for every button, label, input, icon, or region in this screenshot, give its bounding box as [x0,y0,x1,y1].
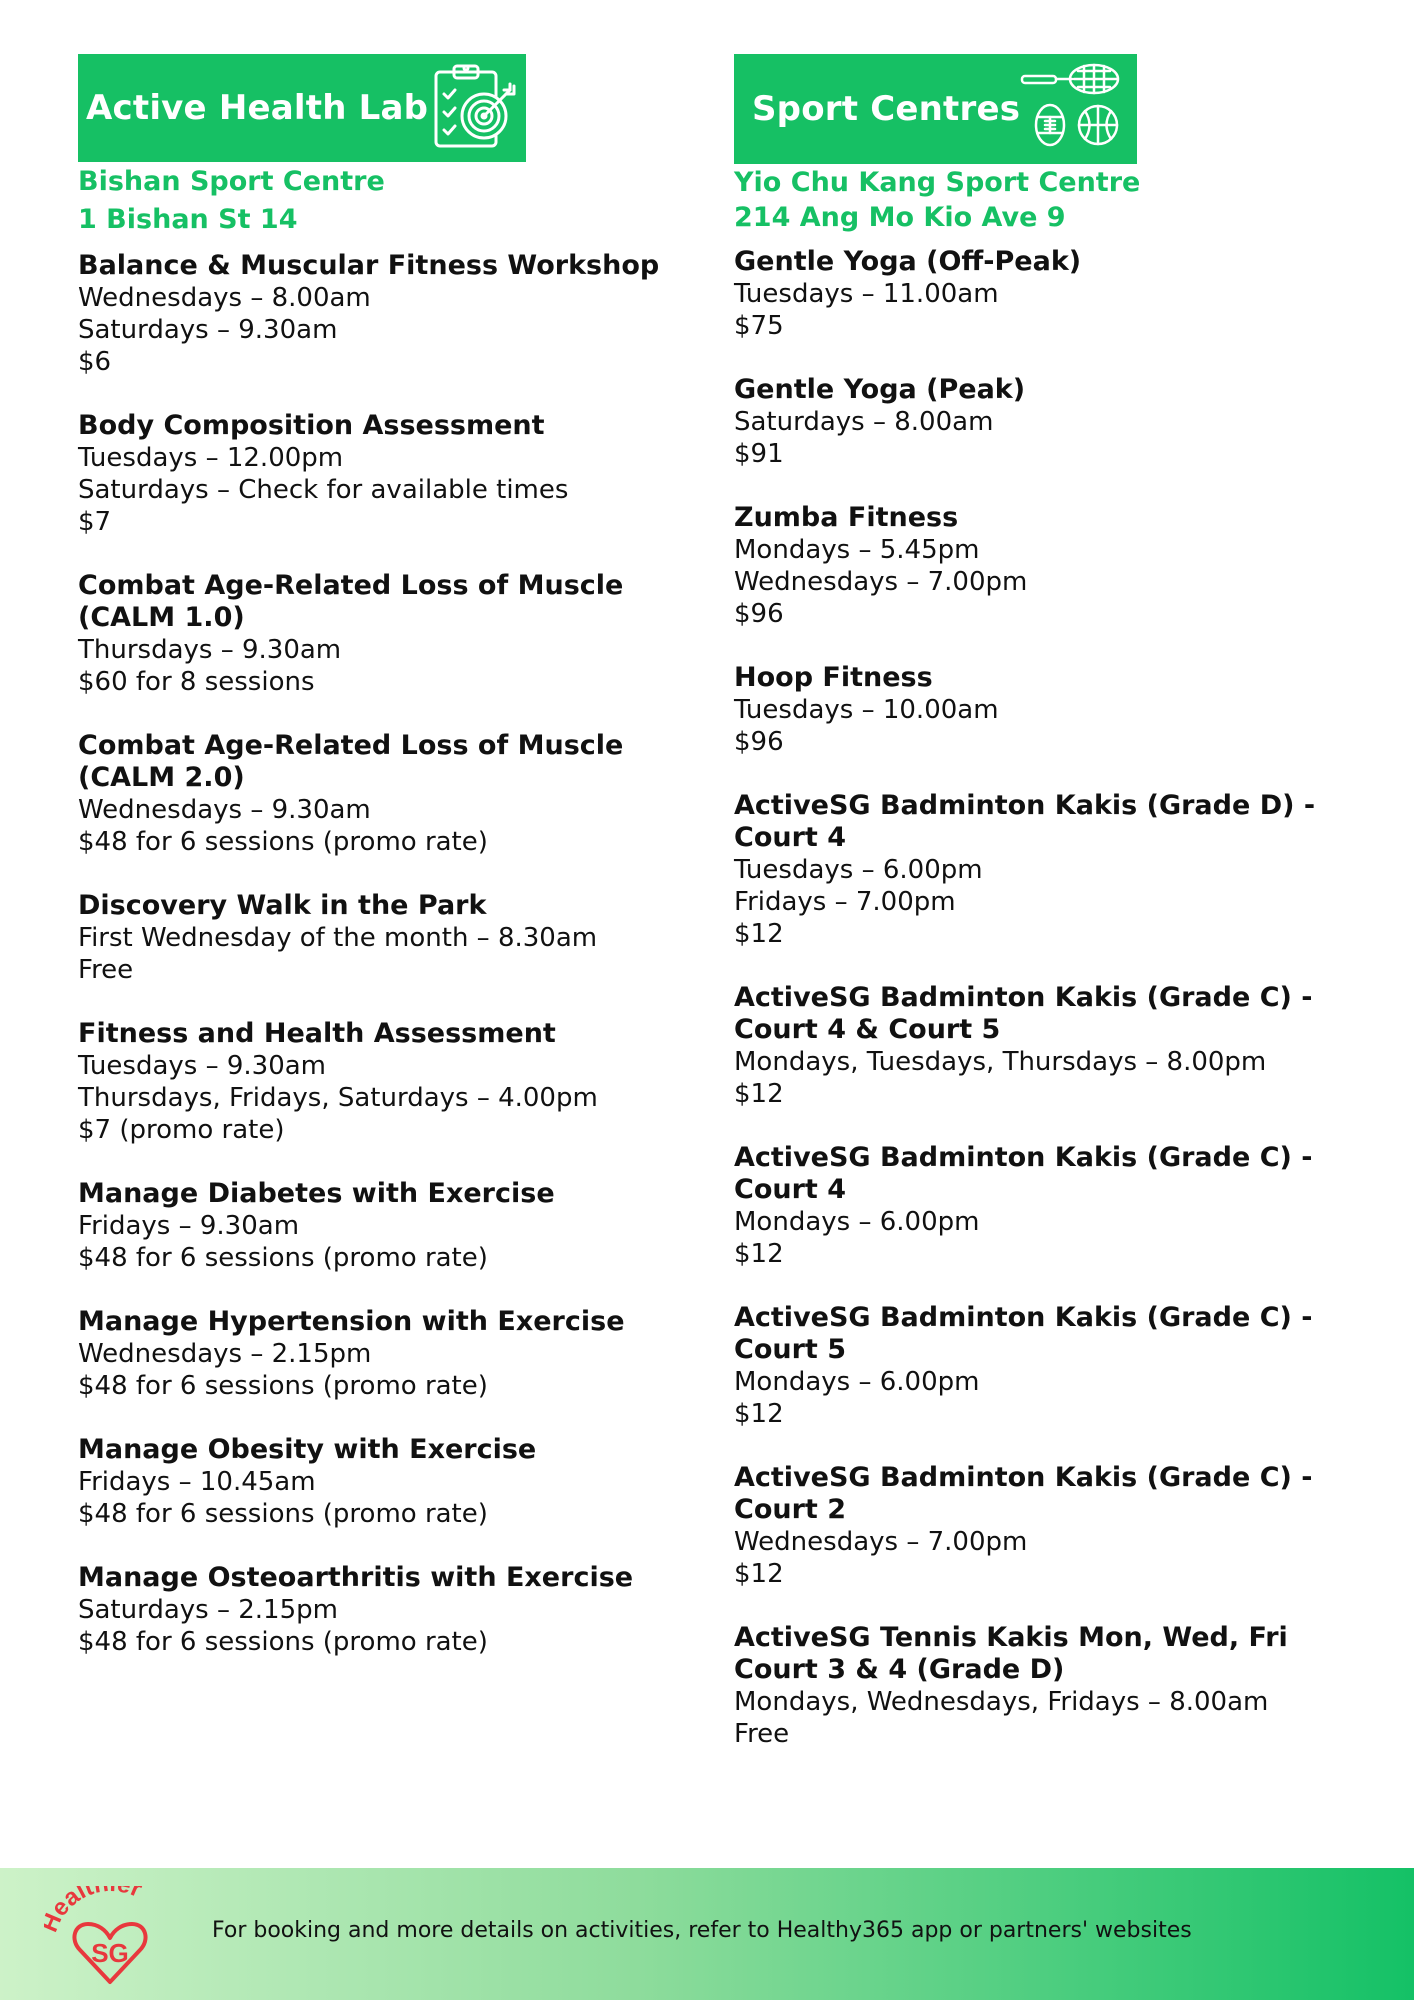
activity-detail: Mondays, Tuesdays, Thursdays – 8.00pm [734,1047,1267,1077]
activity-detail: Fridays – 9.30am [78,1211,300,1241]
activity-detail: Tuesdays – 10.00am [734,695,999,725]
activity-price: $48 for 6 sessions (promo rate) [78,1243,488,1273]
activity-item [78,570,678,698]
activity-name: ActiveSG Badminton Kakis (Grade D) - Court 4 [734,790,1316,853]
activity-item [78,1434,678,1530]
activity-item [734,246,1374,342]
booking-note: For booking and more details on activities, refer to Healthy365 app or partners' websites [212,1918,1192,1943]
activity-detail: Tuesdays – 12.00pm [78,443,344,473]
activity-detail: Wednesdays – 2.15pm [78,1339,372,1369]
activity-item [734,1622,1374,1750]
activity-price: $96 [734,727,784,757]
clipboard-target-icon [428,60,520,156]
healthier-sg-logo [44,1886,176,1988]
activity-item [734,790,1374,950]
activity-detail: Wednesdays – 7.00pm [734,567,1028,597]
activity-item [734,662,1374,758]
venue-address: 1 Bishan St 14 [78,204,298,235]
activity-price: $75 [734,311,784,341]
activity-detail: Saturdays – 9.30am [78,315,338,345]
activity-item [734,1462,1374,1590]
activity-price: $7 (promo rate) [78,1115,285,1145]
activity-price: $12 [734,1239,784,1269]
activity-name: Body Composition Assessment [78,410,545,441]
activity-name: Fitness and Health Assessment [78,1018,556,1049]
activity-name: Manage Obesity with Exercise [78,1434,537,1465]
activity-name: Balance & Muscular Fitness Workshop [78,250,660,281]
sport-centres-banner [734,54,1137,164]
activity-name: ActiveSG Badminton Kakis (Grade C) - Court 2 [734,1462,1313,1525]
footer-bar [0,1868,1414,2000]
activity-item [734,502,1374,630]
logo-wordmark: ealt r [45,1886,146,1922]
activity-detail: Wednesdays – 9.30am [78,795,371,825]
activity-name: ActiveSG Badminton Kakis (Grade C) - Court 4 & Court 5 [734,982,1313,1045]
activity-item [78,890,678,986]
active-health-lab-banner [78,54,526,162]
banner-title: Active Health Lab [86,88,429,128]
banner-title: Sport Centres [752,89,1021,129]
activity-price: $48 for 6 sessions (promo rate) [78,1499,488,1529]
activity-price: $91 [734,439,784,469]
activity-price: $48 for 6 sessions (promo rate) [78,1371,488,1401]
activity-detail: Saturdays – Check for available times [78,475,569,505]
activity-detail: Saturdays – 2.15pm [78,1595,338,1625]
activity-name: Manage Hypertension with Exercise [78,1306,625,1337]
sports-balls-icon [1020,61,1130,157]
activity-price: $48 for 6 sessions (promo rate) [78,1627,488,1657]
activity-detail: Wednesdays – 7.00pm [734,1527,1028,1557]
activity-item [78,730,678,858]
activity-detail: Mondays – 6.00pm [734,1367,980,1397]
venue-address: 214 Ang Mo Kio Ave 9 [734,202,1066,233]
activity-item [78,250,678,378]
activity-name: Zumba Fitness [734,502,959,533]
activity-item [734,1142,1374,1270]
activity-price: $12 [734,1079,784,1109]
activity-price: $12 [734,1559,784,1589]
activity-detail: Mondays – 6.00pm [734,1207,980,1237]
activity-item [78,410,678,538]
activity-name: Manage Osteoarthritis with Exercise [78,1562,634,1593]
activity-price: $12 [734,1399,784,1429]
activity-name: Manage Diabetes with Exercise [78,1178,555,1209]
activity-name: Hoop Fitness [734,662,933,693]
activity-name: Gentle Yoga (Peak) [734,374,1026,405]
activity-name: ActiveSG Badminton Kakis (Grade C) - Court 5 [734,1302,1313,1365]
activity-detail: Tuesdays – 9.30am [78,1051,327,1081]
activity-price: $60 for 8 sessions [78,667,315,697]
activity-detail: Saturdays – 8.00am [734,407,994,437]
activity-price: $12 [734,919,784,949]
sport-centres-column [734,54,1374,1782]
activity-detail: Tuesdays – 6.00pm [734,855,983,885]
activity-item [734,374,1374,470]
activity-name: Combat Age-Related Loss of Muscle (CALM 1.0) [78,570,624,633]
activity-item [734,1302,1374,1430]
activity-detail: Thursdays – 9.30am [78,635,342,665]
venue-name: Yio Chu Kang Sport Centre [734,167,1141,198]
activity-price: $7 [78,507,112,537]
activity-item [734,982,1374,1110]
activity-detail: Fridays – 10.45am [78,1467,316,1497]
activity-name: Combat Age-Related Loss of Muscle (CALM 2.0) [78,730,624,793]
activity-name: Gentle Yoga (Off-Peak) [734,246,1082,277]
activity-detail: Thursdays, Fridays, Saturdays – 4.00pm [78,1083,598,1113]
activity-item [78,1562,678,1658]
activity-name: ActiveSG Tennis Kakis Mon, Wed, Fri Court 3 & 4 (Grade D) [734,1622,1288,1685]
activity-item [78,1306,678,1402]
activity-detail: First Wednesday of the month – 8.30am [78,923,598,953]
active-health-lab-column [78,54,678,1690]
activity-detail: Tuesdays – 11.00am [734,279,999,309]
activity-name: Discovery Walk in the Park [78,890,487,921]
activity-item [78,1178,678,1274]
activity-list [734,246,1374,1750]
activity-price: Free [734,1719,790,1749]
activity-detail: Mondays – 5.45pm [734,535,980,565]
activity-list [78,250,678,1658]
activity-item [78,1018,678,1146]
activity-price: $48 for 6 sessions (promo rate) [78,827,488,857]
venue-name: Bishan Sport Centre [78,166,385,197]
activity-name: ActiveSG Badminton Kakis (Grade C) - Court 4 [734,1142,1313,1205]
logo-sg-text: SG [91,1938,129,1968]
activity-price: $6 [78,347,112,377]
activity-detail: Fridays – 7.00pm [734,887,956,917]
activity-price: Free [78,955,134,985]
activity-detail: Mondays, Wednesdays, Fridays – 8.00am [734,1687,1269,1717]
activity-price: $96 [734,599,784,629]
activity-detail: Wednesdays – 8.00am [78,283,371,313]
